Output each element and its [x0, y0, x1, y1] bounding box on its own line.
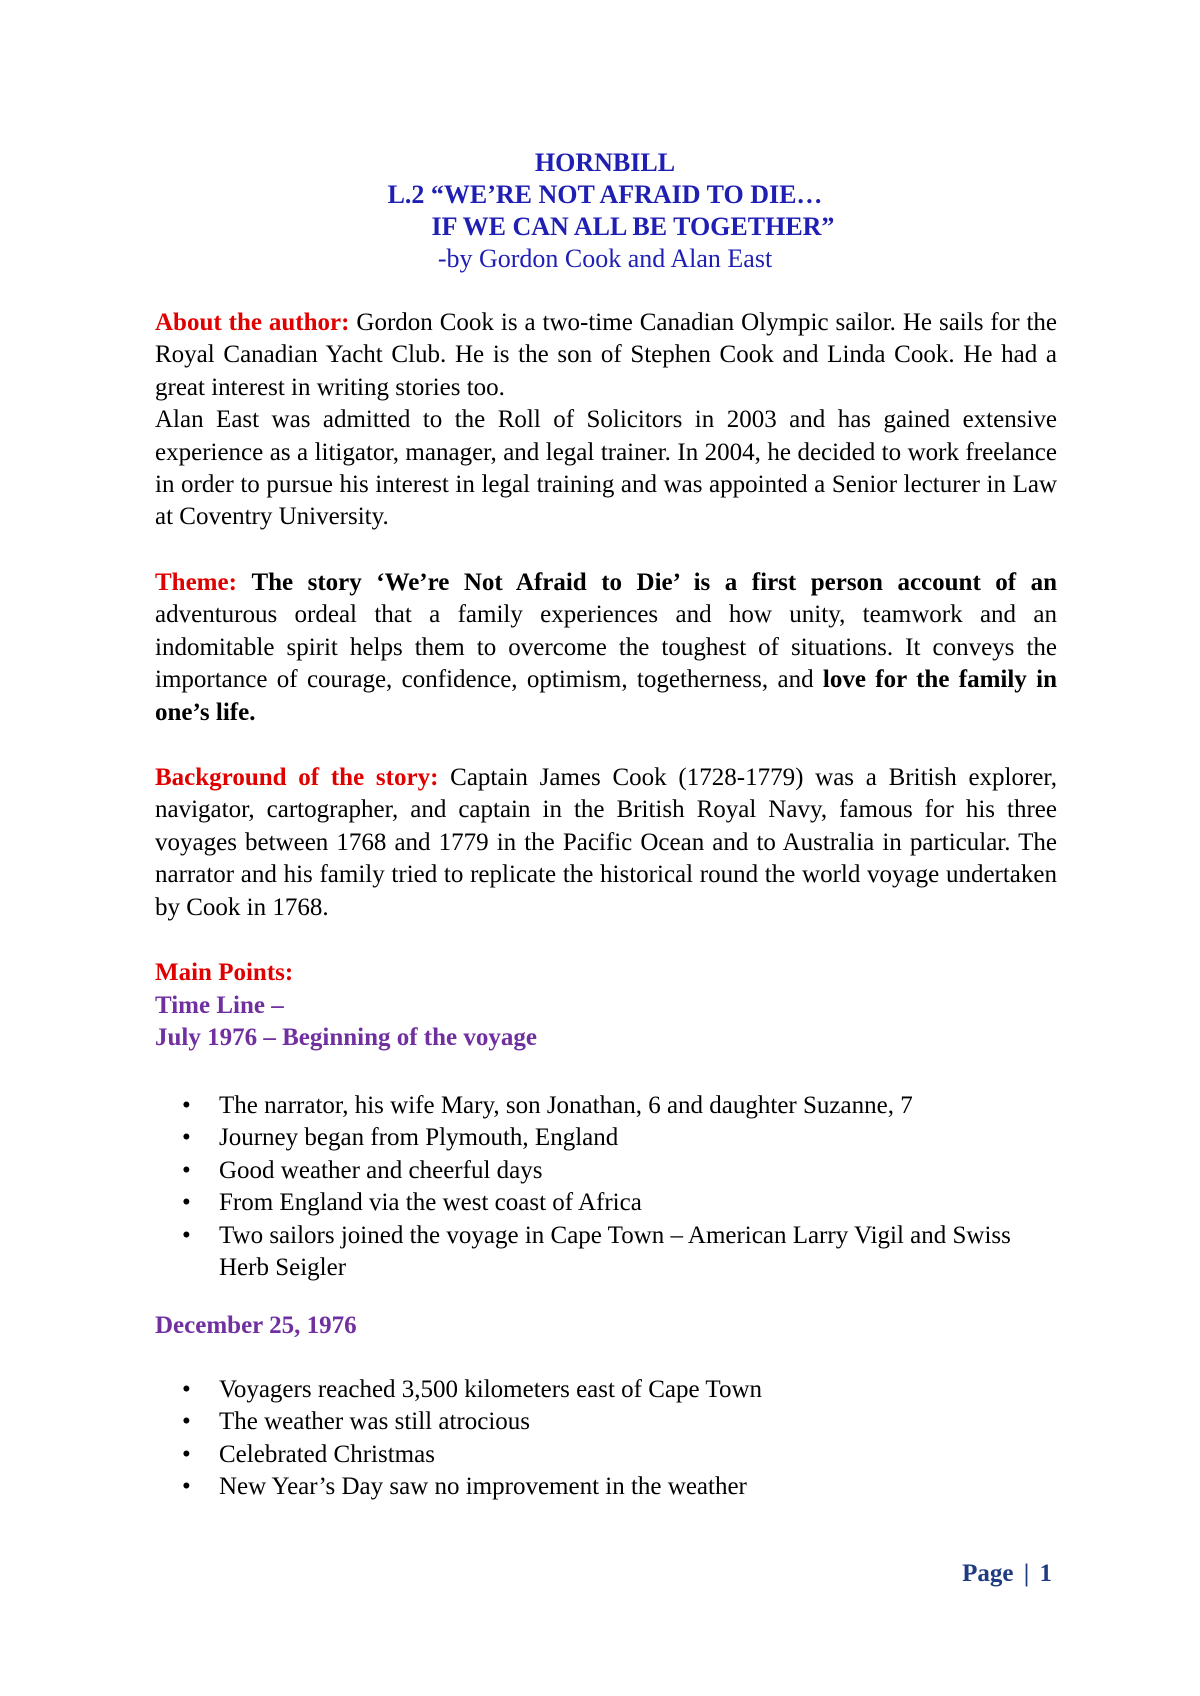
about-author-para-1 — [155, 307, 1057, 404]
document-header — [155, 147, 1055, 275]
background-label: Background of the story: — [155, 764, 439, 791]
section-1-heading: July 1976 – Beginning of the voyage — [155, 1024, 537, 1051]
about-author-para-2: Alan East was admitted to the Roll of Solicitors in 2003 and has gained extensive experience as a litigator, manager, and legal trainer. In 2004, he decided to work freelance in order to pursue his interest in legal training and was appointed a Senior lecturer in Law at Coventry University. — [155, 406, 1057, 531]
author-byline: -by Gordon Cook and Alan East — [437, 244, 773, 273]
main-points-section — [155, 957, 1057, 1055]
theme-section — [155, 567, 1057, 729]
lesson-title-line-1: L.2 “WE’RE NOT AFRAID TO DIE… — [387, 180, 823, 209]
page-number: 1 — [1039, 1560, 1052, 1587]
background-paragraph — [155, 762, 1057, 924]
about-author-label: About the author: — [155, 309, 350, 336]
book-title: HORNBILL — [534, 148, 676, 177]
list-item: • Good weather and cheerful days — [182, 1155, 1062, 1187]
about-author-text-1: Gordon Cook is a two-time Canadian Olympic sailor. He sails for the Royal Canadian Yacht Club. He is the son of Stephen Cook and Linda Cook. He had a great interest in writing stories too. — [155, 309, 1058, 401]
theme-label: Theme: — [155, 569, 237, 596]
list-item: • Celebrated Christmas — [182, 1439, 1062, 1471]
section-2-heading: December 25, 1976 — [155, 1312, 357, 1339]
timeline-label: Time Line – — [155, 991, 284, 1019]
list-item: • Journey began from Plymouth, England — [182, 1122, 1062, 1154]
page-separator: | — [1023, 1560, 1030, 1587]
list-item: • Voyagers reached 3,500 kilometers east of Cape Town — [182, 1374, 1062, 1406]
section-1-list — [182, 1090, 1062, 1284]
theme-text-bold: The story ‘We’re Not Afraid to Die’ is a first person account of an — [251, 569, 1058, 596]
lesson-title-line-2: IF WE CAN ALL BE TOGETHER” — [431, 212, 835, 241]
about-author-section — [155, 307, 1057, 534]
main-points-label: Main Points: — [155, 959, 294, 986]
list-item: • The narrator, his wife Mary, son Jonathan, 6 and daughter Suzanne, 7 — [182, 1090, 1062, 1122]
background-section — [155, 762, 1057, 924]
theme-text-bold-end: love for the family in one’s life. — [155, 666, 1057, 726]
page-footer — [962, 1560, 1052, 1588]
list-item: • From England via the west coast of Africa — [182, 1187, 1062, 1219]
background-text: Captain James Cook (1728-1779) was a British explorer, navigator, cartographer, and captain in the British Royal Navy, famous for his three voyages between 1768 and 1779 in the Pacific Ocean and to Australia in particular. The narrator and his family tried to replicate the historical round the world voyage undertaken by Cook in 1768. — [155, 764, 1057, 921]
page-label: Page — [962, 1560, 1014, 1587]
list-item: • Two sailors joined the voyage in Cape Town – American Larry Vigil and Swiss Herb Seigler — [182, 1220, 1062, 1285]
theme-text: adventurous ordeal that a family experiences and how unity, teamwork and an indomitable spirit helps them to overcome the toughest of situations. It conveys the importance of courage, confidence, optimism, togetherness, and — [155, 601, 1057, 694]
list-item: • The weather was still atrocious — [182, 1406, 1062, 1438]
list-item: • New Year’s Day saw no improvement in the weather — [182, 1471, 1062, 1503]
section-2-list — [182, 1374, 1062, 1504]
theme-paragraph — [155, 567, 1057, 729]
